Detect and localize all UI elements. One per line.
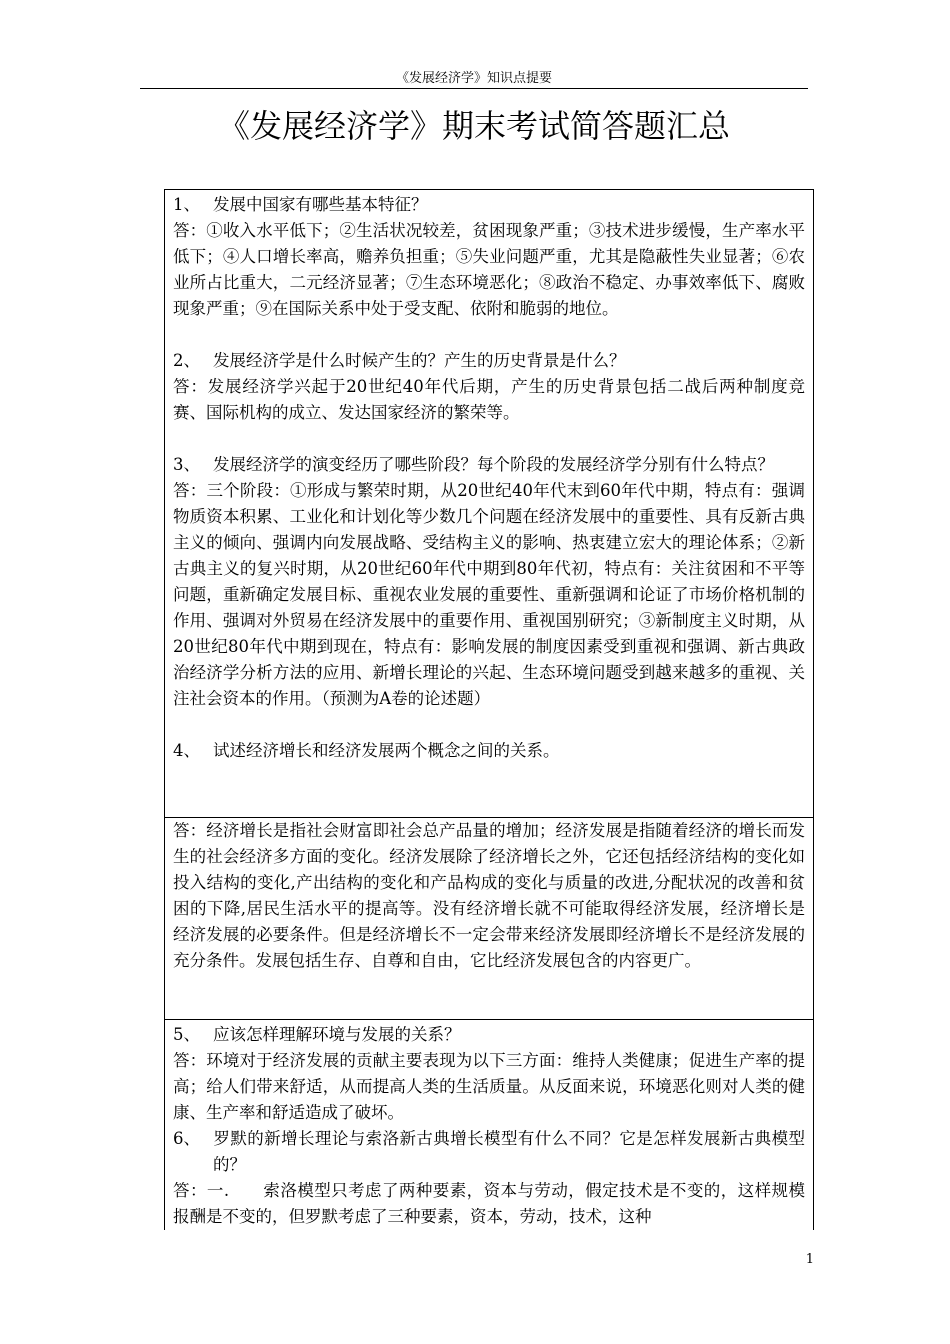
question-text: 罗默的新增长理论与索洛新古典增长模型有什么不同？它是怎样发展新古典模型的？ xyxy=(213,1129,805,1174)
question-5 xyxy=(173,1022,805,1048)
running-header: 《发展经济学》知识点提要 xyxy=(395,71,552,86)
answer-2: 答：发展经济学兴起于20世纪40年代后期，产生的历史背景包括二战后两种制度竞赛、国际机构的成立、发达国家经济的繁荣等。 xyxy=(173,377,805,422)
question-1 xyxy=(173,192,805,218)
question-3 xyxy=(173,452,805,478)
question-6 xyxy=(173,1126,805,1178)
qa-table-section-3 xyxy=(164,1020,814,1230)
question-4 xyxy=(173,738,805,764)
qa-table-section-2 xyxy=(164,817,814,1020)
question-text: 发展中国家有哪些基本特征？ xyxy=(213,195,428,214)
question-text: 发展经济学是什么时候产生的？产生的历史背景是什么？ xyxy=(213,351,626,370)
question-number: 5、 xyxy=(173,1025,200,1044)
answer-3: 答：三个阶段：①形成与繁荣时期，从20世纪40年代末到60年代中期，特点有：强调物质资本积累、工业化和计划化等少数几个问题在经济发展中的重要性、具有反新古典主义的倾向、强调内向发展战略、受结构主义的影响、热衷建立宏大的理论体系；②新古典主义的复兴时期，从20世纪60年代中期到80年代初，特点有：关注贫困和不平等问题，重新确定发展目标、重视农业发展的重要性、重新强调和论证了市场价格机制的作用、强调对外贸易在经济发展中的重要作用、重视国别研究；③新制度主义时期，从20世纪80年代中期到现在，特点有：影响发展的制度因素受到重视和强调、新古典政治经济学分析方法的应用、新增长理论的兴起、生态环境问题受到越来越多的重视、关注社会资本的作用。（预测为A卷的论述题） xyxy=(173,481,805,708)
header-rule xyxy=(140,88,808,89)
answer-5: 答：环境对于经济发展的贡献主要表现为以下三方面：维持人类健康；促进生产率的提高；给人们带来舒适，从而提高人类的生活质量。从反面来说，环境恶化则对人类的健康、生产率和舒适造成了破坏。 xyxy=(173,1051,805,1122)
answer-6: 答：一. 索洛模型只考虑了两种要素，资本与劳动，假定技术是不变的，这样规模报酬是不变的，但罗默考虑了三种要素，资本，劳动，技术，这种 xyxy=(173,1181,805,1226)
question-number: 4、 xyxy=(173,741,200,760)
answer-1: 答：①收入水平低下；②生活状况较差，贫困现象严重；③技术进步缓慢，生产率水平低下；④人口增长率高，赡养负担重；⑤失业问题严重，尤其是隐蔽性失业显著；⑥农业所占比重大，二元经济显著；⑦生态环境恶化；⑧政治不稳定、办事效率低下、腐败现象严重；⑨在国际关系中处于受支配、依附和脆弱的地位。 xyxy=(173,221,805,318)
question-number: 2、 xyxy=(173,351,200,370)
question-2 xyxy=(173,348,805,374)
question-number: 3、 xyxy=(173,455,200,474)
question-text: 发展经济学的演变经历了哪些阶段？每个阶段的发展经济学分别有什么特点？ xyxy=(213,455,774,474)
page-number: 1 xyxy=(805,1252,814,1267)
question-number: 1、 xyxy=(173,195,200,214)
question-text: 应该怎样理解环境与发展的关系？ xyxy=(213,1025,461,1044)
spacer xyxy=(173,322,805,348)
question-number: 6、 xyxy=(173,1129,200,1148)
question-text: 试述经济增长和经济发展两个概念之间的关系。 xyxy=(213,741,560,760)
document-title: 《发展经济学》期末考试简答题汇总 xyxy=(217,107,730,145)
spacer xyxy=(173,712,805,738)
spacer xyxy=(173,426,805,452)
answer-4: 答：经济增长是指社会财富即社会总产品量的增加；经济发展是指随着经济的增长而发生的社会经济多方面的变化。经济发展除了经济增长之外，它还包括经济结构的变化如投入结构的变化,产出结构的变化和产品构成的变化与质量的改进,分配状况的改善和贫困的下降,居民生活水平的提高等。没有经济增长就不可能取得经济发展，经济增长是经济发展的必要条件。但是经济增长不一定会带来经济发展即经济增长不是经济发展的充分条件。发展包括生存、自尊和自由，它比经济发展包含的内容更广。 xyxy=(173,821,805,970)
qa-table-section-1 xyxy=(164,189,814,818)
